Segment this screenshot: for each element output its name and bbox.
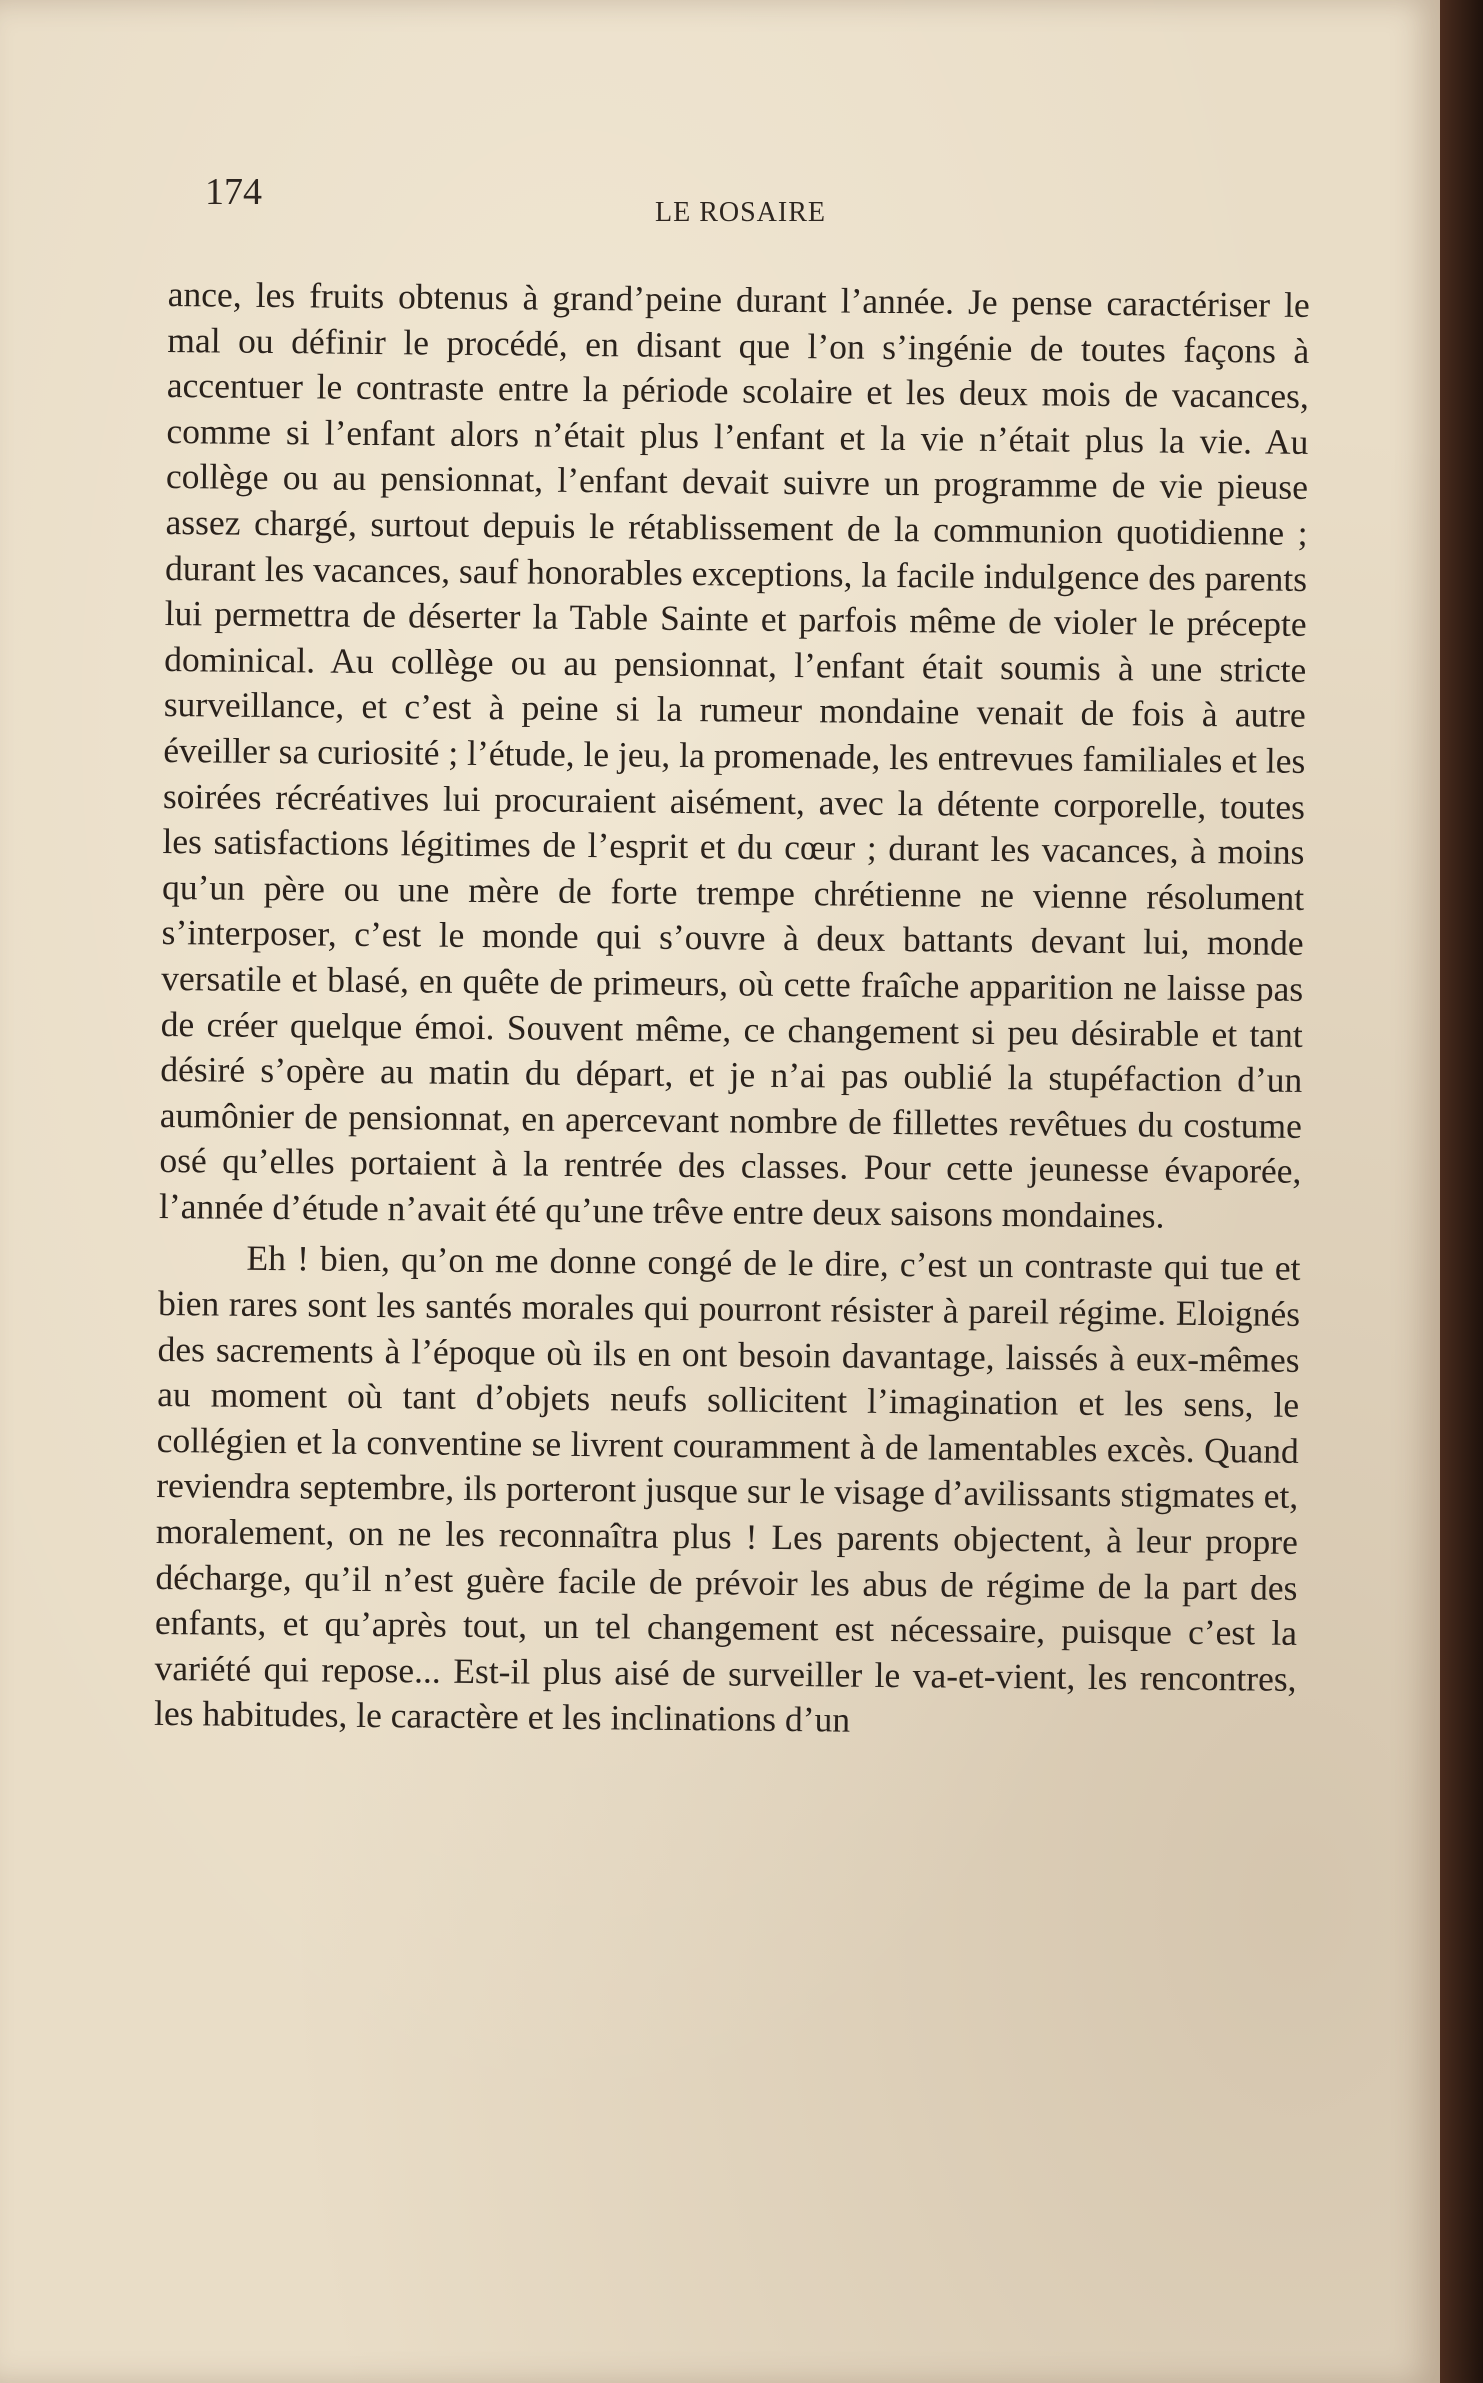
page-body bbox=[154, 272, 1310, 1748]
paragraph-1: ance, les fruits obtenus à grand’peine durant l’année. Je pense caractériser le mal ou définir le procédé, en disant que l’on s’ingénie de toutes façons à accentuer le contraste entre la période scolaire et les deux mois de vacances, comme si l’enfant alors n’était plus l’enfant et la vie n’était plus la vie. Au collège ou au pensionnat, l’enfant devait suivre un programme de vie pieuse assez chargé, surtout depuis le rétablissement de la communion quotidienne ; durant les vacances, sauf honorables exceptions, la facile indulgence des parents lui permettra de déserter la Table Sainte et parfois même de violer le précepte dominical. Au collège ou au pensionnat, l’enfant était soumis à une stricte surveillance, et c’est à peine si la rumeur mondaine venait de fois à autre éveiller sa curiosité ; l’étude, le jeu, la promenade, les entrevues familiales et les soirées récréatives lui procuraient aisément, avec la détente corporelle, toutes les satisfactions légitimes de l’esprit et du cœur ; durant les vacances, à moins qu’un père ou une mère de forte trempe chrétienne ne vienne résolument s’interposer, c’est le monde qui s’ouvre à deux battants devant lui, monde versatile et blasé, en quête de primeurs, où cette fraîche apparition ne laisse pas de créer quelque émoi. Souvent même, ce changement si peu désirable et tant désiré s’opère au matin du départ, et je n’ai pas oublié la stupéfaction d’un aumônier de pensionnat, en apercevant nombre de fillettes revêtues du costume osé qu’elles portaient à la rentrée des classes. Pour cette jeunesse évaporée, l’année d’étude n’avait été qu’une trêve entre deux saisons mondaines. bbox=[158, 273, 1310, 1236]
paragraph-2: Eh ! bien, qu’on me donne congé de le dire, c’est un contraste qui tue et bien rares sont les santés morales qui pourront résister à pareil régime. Eloignés des sacrements à l’époque où ils en ont besoin davantage, laissés à eux-mêmes au moment où tant d’objets neufs sollicitent l’imagination et les sens, le collégien et la conventine se livrent couramment à de lamentables excès. Quand reviendra septembre, ils porteront jusque sur le visage d’avilissants stigmates et, moralement, on ne les reconnaîtra plus ! Les parents objectent, à leur propre décharge, qu’il n’est guère facile de prévoir les abus de régime de la part des enfants, et qu’après tout, un tel changement est nécessaire, puisque c’est la variété qui repose... Est-il plus aisé de surveiller le va-et-vient, les rencontres, les habitudes, le caractère et les inclinations d’un bbox=[153, 1238, 1301, 1741]
page-number: 174 bbox=[205, 171, 262, 213]
running-title: LE ROSAIRE bbox=[655, 197, 826, 228]
book-spine-shadow bbox=[1440, 0, 1483, 2383]
